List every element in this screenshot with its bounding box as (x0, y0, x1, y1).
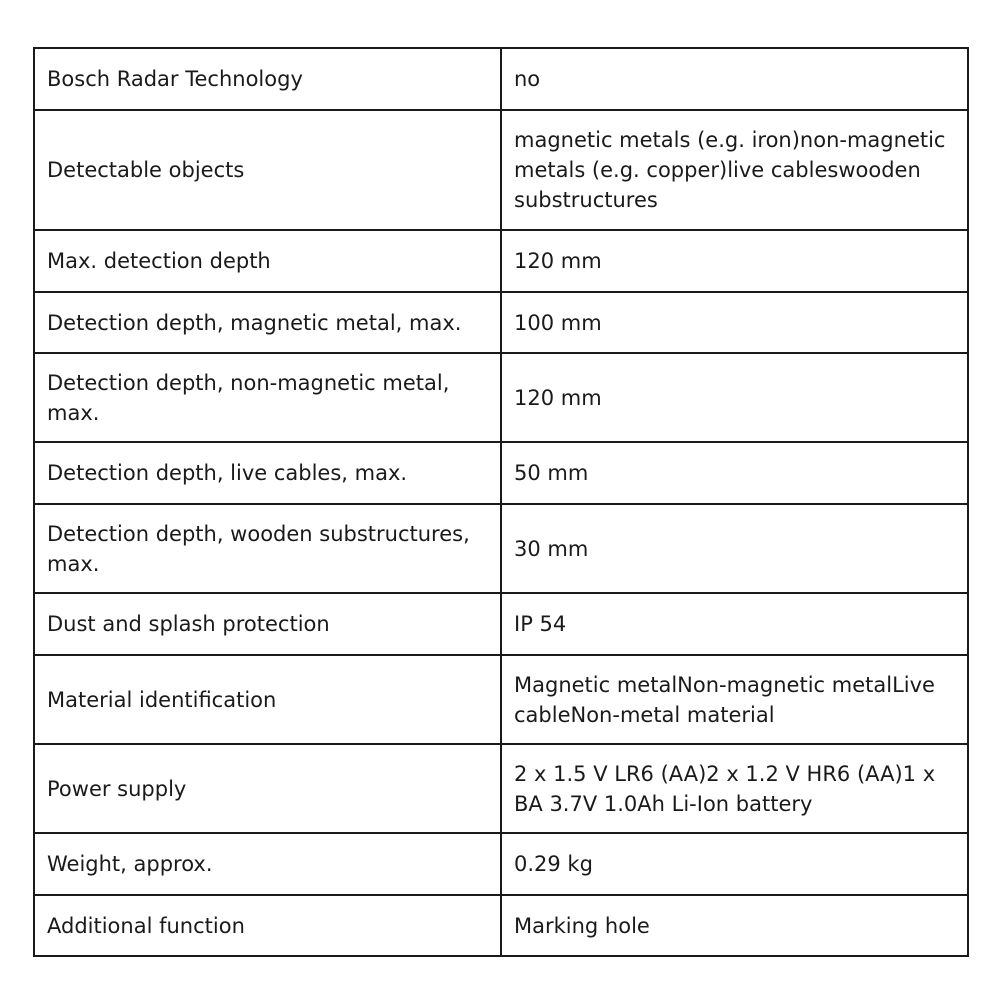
spec-label: Detection depth, magnetic metal, max. (34, 292, 501, 353)
spec-value: 50 mm (501, 442, 968, 504)
table-row (34, 353, 968, 442)
spec-label: Detectable objects (34, 110, 501, 230)
table-row (34, 744, 968, 833)
spec-label: Detection depth, wooden substructures, max. (34, 504, 501, 593)
spec-label: Dust and splash protection (34, 593, 501, 655)
spec-value: 0.29 kg (501, 833, 968, 895)
table-row (34, 230, 968, 292)
table-row (34, 442, 968, 504)
spec-label: Detection depth, live cables, max. (34, 442, 501, 504)
spec-value: 2 x 1.5 V LR6 (AA)2 x 1.2 V HR6 (AA)1 x BA 3.7V 1.0Ah Li-Ion battery (501, 744, 968, 833)
spec-value: no (501, 48, 968, 110)
spec-label: Weight, approx. (34, 833, 501, 895)
spec-value: 100 mm (501, 292, 968, 353)
spec-label: Max. detection depth (34, 230, 501, 292)
table-row (34, 895, 968, 956)
spec-label: Power supply (34, 744, 501, 833)
spec-value: 120 mm (501, 230, 968, 292)
table-row (34, 655, 968, 744)
spec-label: Bosch Radar Technology (34, 48, 501, 110)
table-row (34, 504, 968, 593)
table-row (34, 48, 968, 110)
table-row (34, 833, 968, 895)
spec-label: Detection depth, non-magnetic metal, max. (34, 353, 501, 442)
spec-table (33, 47, 969, 957)
spec-value: Marking hole (501, 895, 968, 956)
spec-value: Magnetic metalNon-magnetic metalLive cableNon-metal material (501, 655, 968, 744)
spec-label: Additional function (34, 895, 501, 956)
table-row (34, 110, 968, 230)
spec-value: IP 54 (501, 593, 968, 655)
spec-value: 30 mm (501, 504, 968, 593)
spec-value: 120 mm (501, 353, 968, 442)
table-row (34, 292, 968, 353)
spec-value: magnetic metals (e.g. iron)non-magnetic metals (e.g. copper)live cableswooden substructures (501, 110, 968, 230)
spec-label: Material identification (34, 655, 501, 744)
table-row (34, 593, 968, 655)
